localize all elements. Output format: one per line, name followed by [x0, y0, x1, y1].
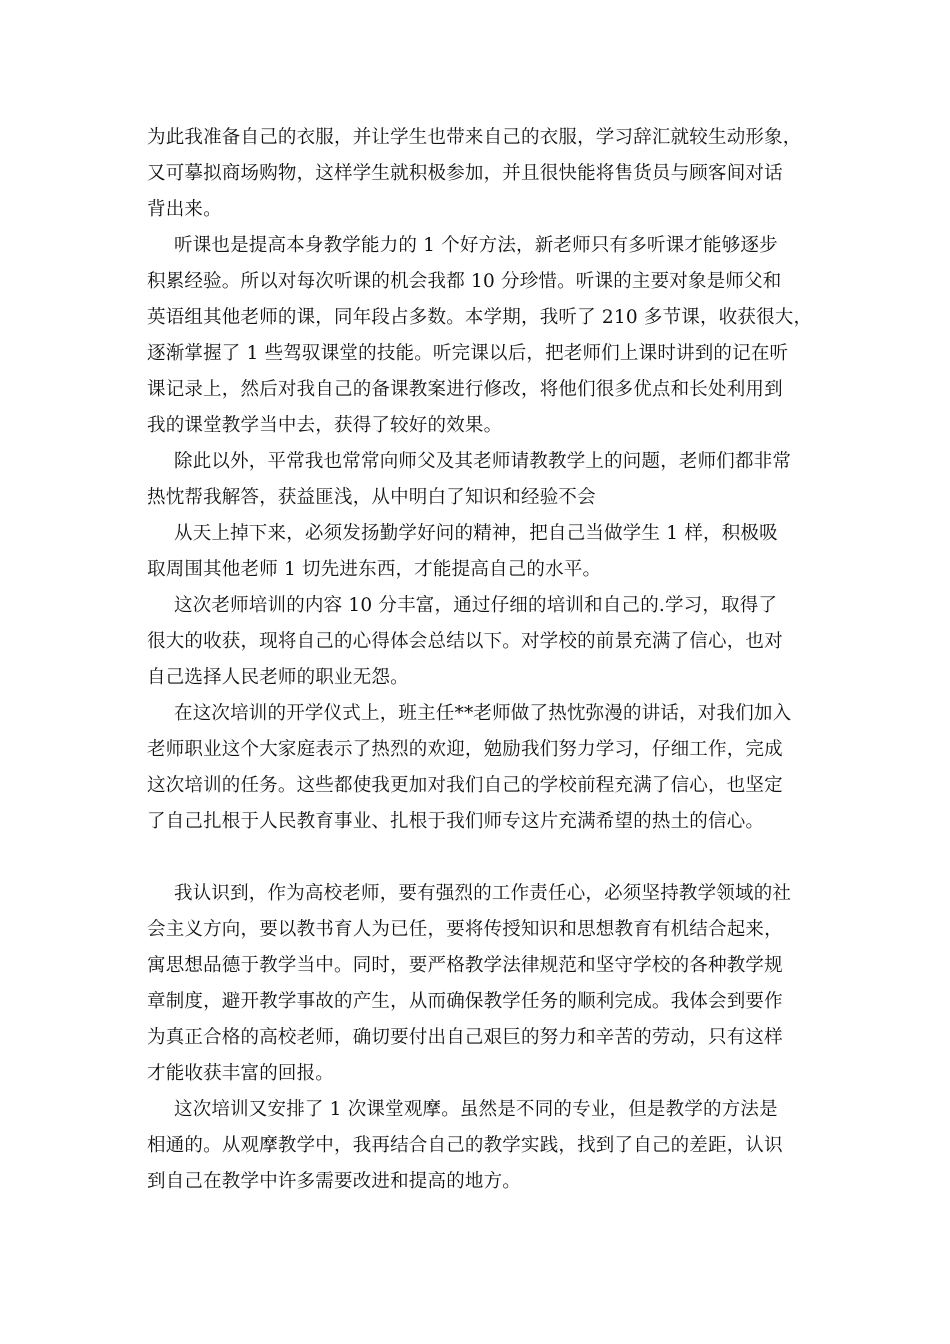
- text-line: 在这次培训的开学仪式上，班主任**老师做了热忱弥漫的讲话，对我们加入: [174, 703, 792, 724]
- text-line: 老师职业这个大家庭表示了热烈的欢迎，勉励我们努力学习，仔细工作，完成: [147, 739, 783, 760]
- text-line: 这次培训的任务。这些都使我更加对我们自己的学校前程充满了信心，也坚定: [147, 775, 783, 796]
- text-line: 取周围其他老师 1 切先进东西，才能提高自己的水平。: [147, 559, 602, 580]
- text-line: 我的课堂教学当中去，获得了较好的效果。: [147, 415, 503, 436]
- text-line: 英语组其他老师的课，同年段占多数。本学期，我听了 210 多节课，收获很大，: [147, 307, 813, 328]
- text-line: 为此我准备自己的衣服，并让学生也带来自己的衣服，学习辞汇就较生动形象，: [147, 127, 802, 148]
- text-line: 了自己扎根于人民教育事业、扎根于我们师专这片充满希望的热土的信心。: [147, 811, 765, 832]
- text-line: 除此以外，平常我也常常向师父及其老师请教教学上的问题，老师们都非常: [174, 451, 792, 472]
- text-line: 积累经验。所以对每次听课的机会我都 10 分珍惜。听课的主要对象是师父和: [147, 271, 782, 292]
- text-line: 自己选择人民老师的职业无怨。: [147, 667, 409, 688]
- text-line: 相通的。从观摩教学中，我再结合自己的教学实践，找到了自己的差距，认识: [147, 1135, 783, 1156]
- text-line: 很大的收获，现将自己的心得体会总结以下。对学校的前景充满了信心，也对: [147, 631, 783, 652]
- text-line: 听课也是提高本身教学能力的 1 个好方法，新老师只有多听课才能够逐步: [174, 235, 778, 256]
- text-line: 热忱帮我解答，获益匪浅，从中明白了知识和经验不会: [147, 487, 596, 508]
- text-line: 会主义方向，要以教书育人为已任，要将传授知识和思想教育有机结合起来，: [147, 919, 783, 940]
- text-line: 到自己在教学中许多需要改进和提高的地方。: [147, 1171, 522, 1192]
- text-line: 背出来。: [147, 199, 222, 220]
- text-line: 这次老师培训的内容 10 分丰富，通过仔细的培训和自己的.学习，取得了: [174, 595, 778, 616]
- text-line: 为真正合格的高校老师，确切要付出自己艰巨的努力和辛苦的劳动，只有这样: [147, 1027, 783, 1048]
- text-line: 逐渐掌握了 1 些驾驭课堂的技能。听完课以后，把老师们上课时讲到的记在听: [147, 343, 789, 364]
- text-line: 这次培训又安排了 1 次课堂观摩。虽然是不同的专业，但是教学的方法是: [174, 1099, 778, 1120]
- text-line: 从天上掉下来，必须发扬勤学好问的精神，把自己当做学生 1 样，积极吸: [174, 523, 778, 544]
- text-line: 又可摹拟商场购物，这样学生就积极参加，并且很快能将售货员与顾客间对话: [147, 163, 783, 184]
- text-line: 寓思想品德于教学当中。同时，要严格教学法律规范和坚守学校的各种教学规: [147, 955, 783, 976]
- text-line: 课记录上，然后对我自己的备课教案进行修改，将他们很多优点和长处利用到: [147, 379, 783, 400]
- text-line: 我认识到，作为高校老师，要有强烈的工作责任心，必须坚持教学领域的社: [174, 883, 792, 904]
- text-line: 才能收获丰富的回报。: [147, 1063, 335, 1084]
- text-line: 章制度，避开教学事故的产生，从而确保教学任务的顺利完成。我体会到要作: [147, 991, 783, 1012]
